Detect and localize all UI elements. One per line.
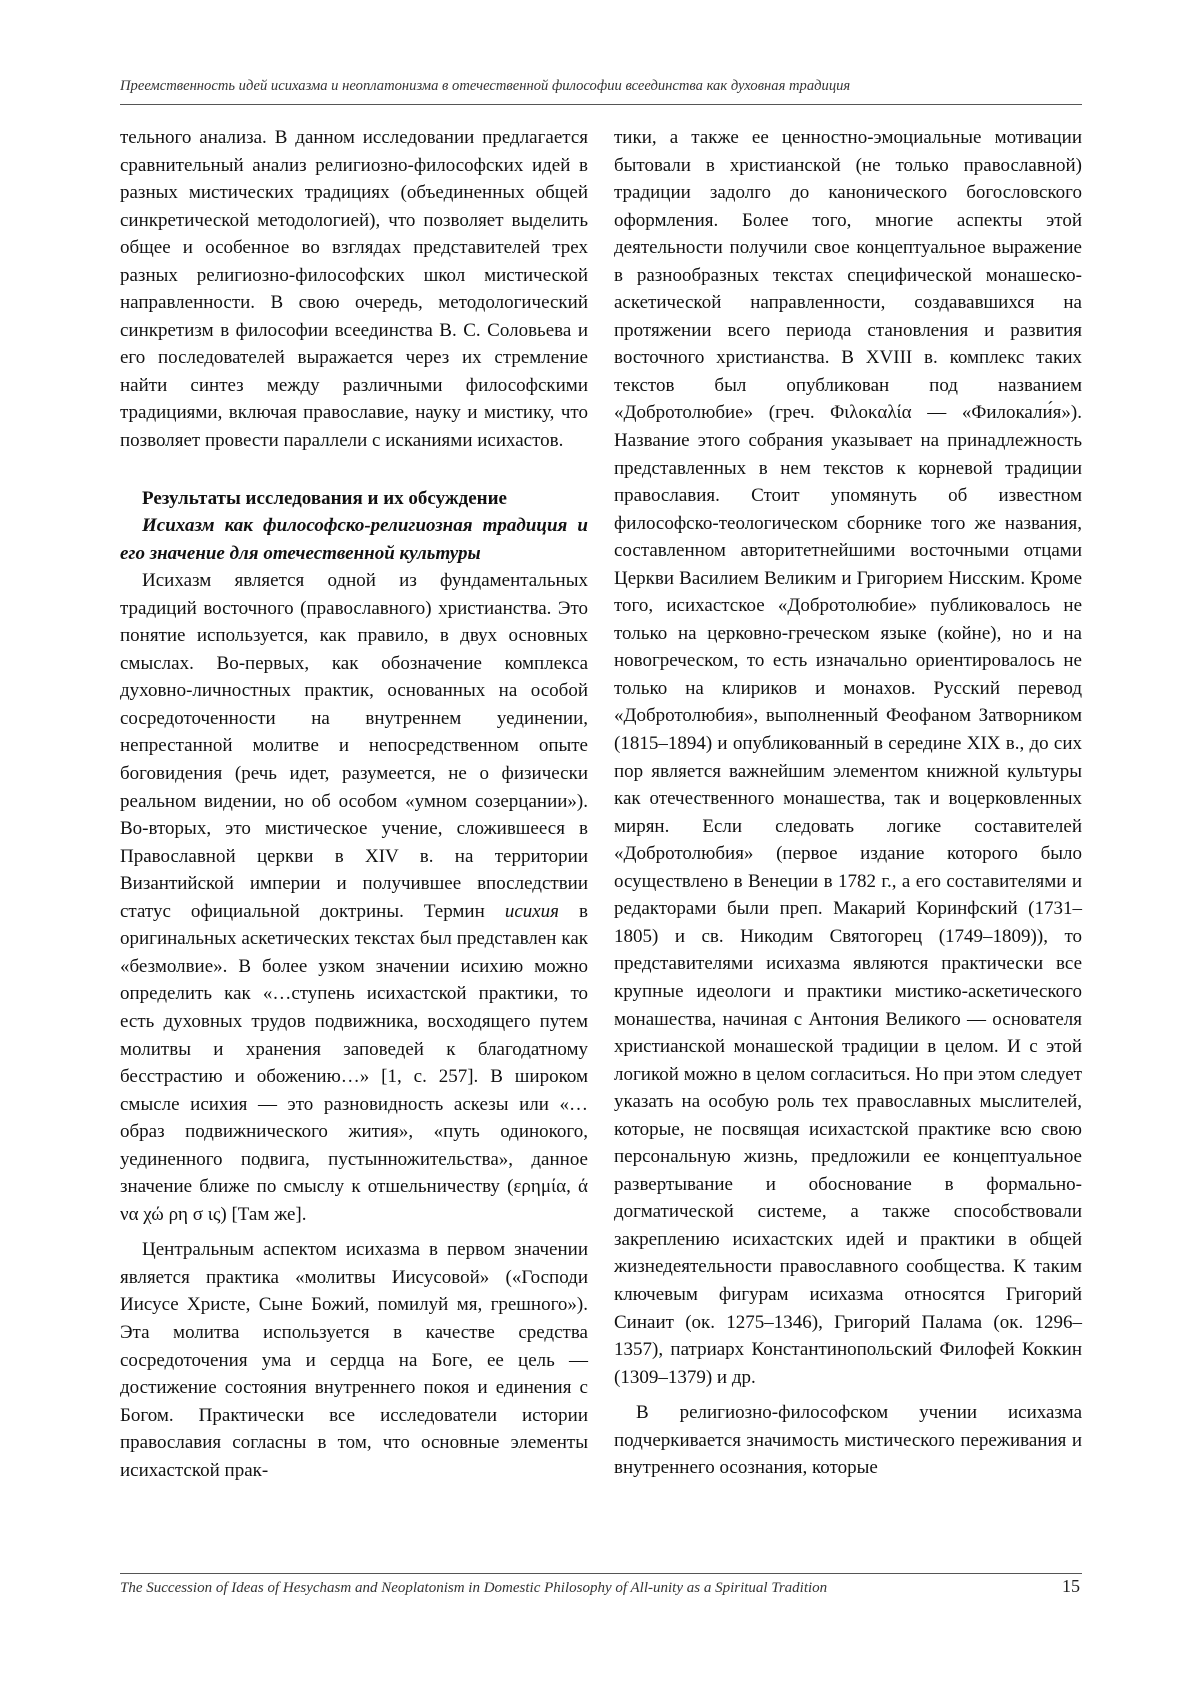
paragraph-spacer [614,1391,1082,1399]
paragraph-text-after-term: в оригинальных аскетических текстах был представлен как «безмолвие». В более узком значении исихию можно определить как «…ступень исихастской практики, то есть духовных трудов подвижника, восходящего путем молитвы и хранения заповедей к благодатному бесстрастию и обожению…» [1, с. 257]. В широком смысле исихия — это разновидность аскезы или «…образ подвижнического жития», «путь одинокого, уединенного подвига, пустынножительства», данное значение ближе по смыслу к отшельничеству (ερημία, ά να χώ ρη σ ις) [Там же]. [120,900,589,1225]
paragraph-jesus-prayer: Центральным аспектом исихазма в первом значении является практика «молитвы Иисусовой» («Господи Иисусе Христе, Сыне Божий, помилуй мя, грешного»). Эта молитва используется в качестве средства сосредоточения ума и сердца на Боге, ее цель — достижение состояния внутреннего покоя и единения с Богом. Практически все исследователи истории православия согласны в том, что основные элементы исихастской прак- [120,1239,588,1481]
term-hesychia: исихия [504,900,560,922]
header-divider [120,104,1082,105]
footer-divider [120,1573,1082,1574]
paragraph-philokalia: тики, а также ее ценностно-эмоциальные мотивации бытовали в христианской (не только православной) традиции задолго до канонического богословского оформления. Более того, многие аспекты этой деятельности получили свое концептуальное выражение в разнообразных текстах специфической монашеско-аскетической направленности, создававшихся на протяжении всего периода становления и развития восточного христианства. В XVIII в. комплекс таких текстов был опубликован под названием «Добротолюбие» (греч. Φιλοκαλία — «Филокали́я»). Название этого собрания указывает на принадлежность представленных в нем текстов к корневой традиции православия. Стоит упомянуть об известном философско-теологическом сборнике того же названия, составленном авторитетнейшими восточными отцами Церкви Василием Великим и Григорием Нисским. Кроме того, исихастское «Добротолюбие» публиковалось не только на церковно-греческом языке (койне), но и на новогреческом, то есть изначально ориентировалось не только на клириков и монахов. Русский перевод «Добротолюбия», выполненный Феофаном Затворником (1815–1894) и опубликованный в середине XIX в., до сих пор является важнейшим элементом книжной культуры как отечественного монашества, так и воцерковленных мирян. Если следовать логике составителей «Добротолюбия» (первое издание которого было осуществлено в Венеции в 1782 г., а его составителями и редакторами были преп. Макарий Коринфский (1731–1805) и св. Никодим Святогорец (1749–1809)), то представителями исихазма являются практически все крупные идеологи и практики мистико-аскетического монашества, начиная с Антония Великого — основателя христианской монашеской традиции в целом. И с этой логикой можно в целом согласиться. Но при этом следует указать на особую роль тех православных мыслителей, которые, не посвящая исихастской практике всю свою персональную жизнь, предложили ее концептуальное развертывание и обоснование в формально-догматической системе, а также способствовали закреплению исихастских идей и практики в общей жизнедеятельности православного сообщества. К таким ключевым фигурам исихазма относятся Григорий Синаит (ок. 1275–1346), Григорий Палама (ок. 1296–1357), патриарх Константинопольский Филофей Коккин (1309–1379) и др. [614,127,1082,1388]
running-footer-title: The Succession of Ideas of Hesychasm and Neoplatonism in Domestic Philosophy of All-unity as a Spiritual Tradition [120,1580,828,1596]
paragraph-mystical-experience: В религиозно-философском учении исихазма подчеркивается значимость мистического переживания и внутреннего осознания, которые [614,1402,1082,1479]
subsection-heading: Исихазм как философско-религиозная традиция и его значение для отечественной культуры [120,515,588,564]
right-column [614,124,1082,1482]
intro-paragraph: тельного анализа. В данном исследовании предлагается сравнительный анализ религиозно-философских идей в разных мистических традициях (объединенных общей синкретической методологией), что позволяет выделить общее и особенное во взглядах представителей трех разных религиозно-философских школ мистической направленности. В свою очередь, методологический синкретизм в философии всеединства В. С. Соловьева и его последователей выражается через их стремление найти синтез между различными философскими традициями, включая православие, науку и мистику, что позволяет провести параллели с исканиями исихастов. [120,127,588,452]
section-spacer [120,455,588,485]
paragraph-spacer [120,1228,588,1236]
section-heading: Результаты исследования и их обсуждение [142,487,507,509]
paragraph-hesychasm-definition [120,567,588,1228]
paragraph-text-before-term: Исихазм является одной из фундаментальных традиций восточного (православного) христианства. Это понятие используется, как правило, в двух основных смыслах. Во-первых, как обозначение комплекса духовно-личностных практик, основанных на особой сосредоточенности на внутреннем уединении, непрестанной молитве и непосредственном опыте боговидения (речь идет, разумеется, не о физически реальном видении, но об особом «умном созерцании»). Во-вторых, это мистическое учение, сложившееся в Православной церкви в XIV в. на территории Византийской империи и получившее впоследствии статус официальной доктрины. Термин [120,570,588,922]
running-header-title: Преемственность идей исихазма и неоплатонизма в отечественной философии всеединства как духовная традиция [120,78,851,94]
page-number: 15 [1062,1576,1080,1596]
left-column [120,124,588,1484]
